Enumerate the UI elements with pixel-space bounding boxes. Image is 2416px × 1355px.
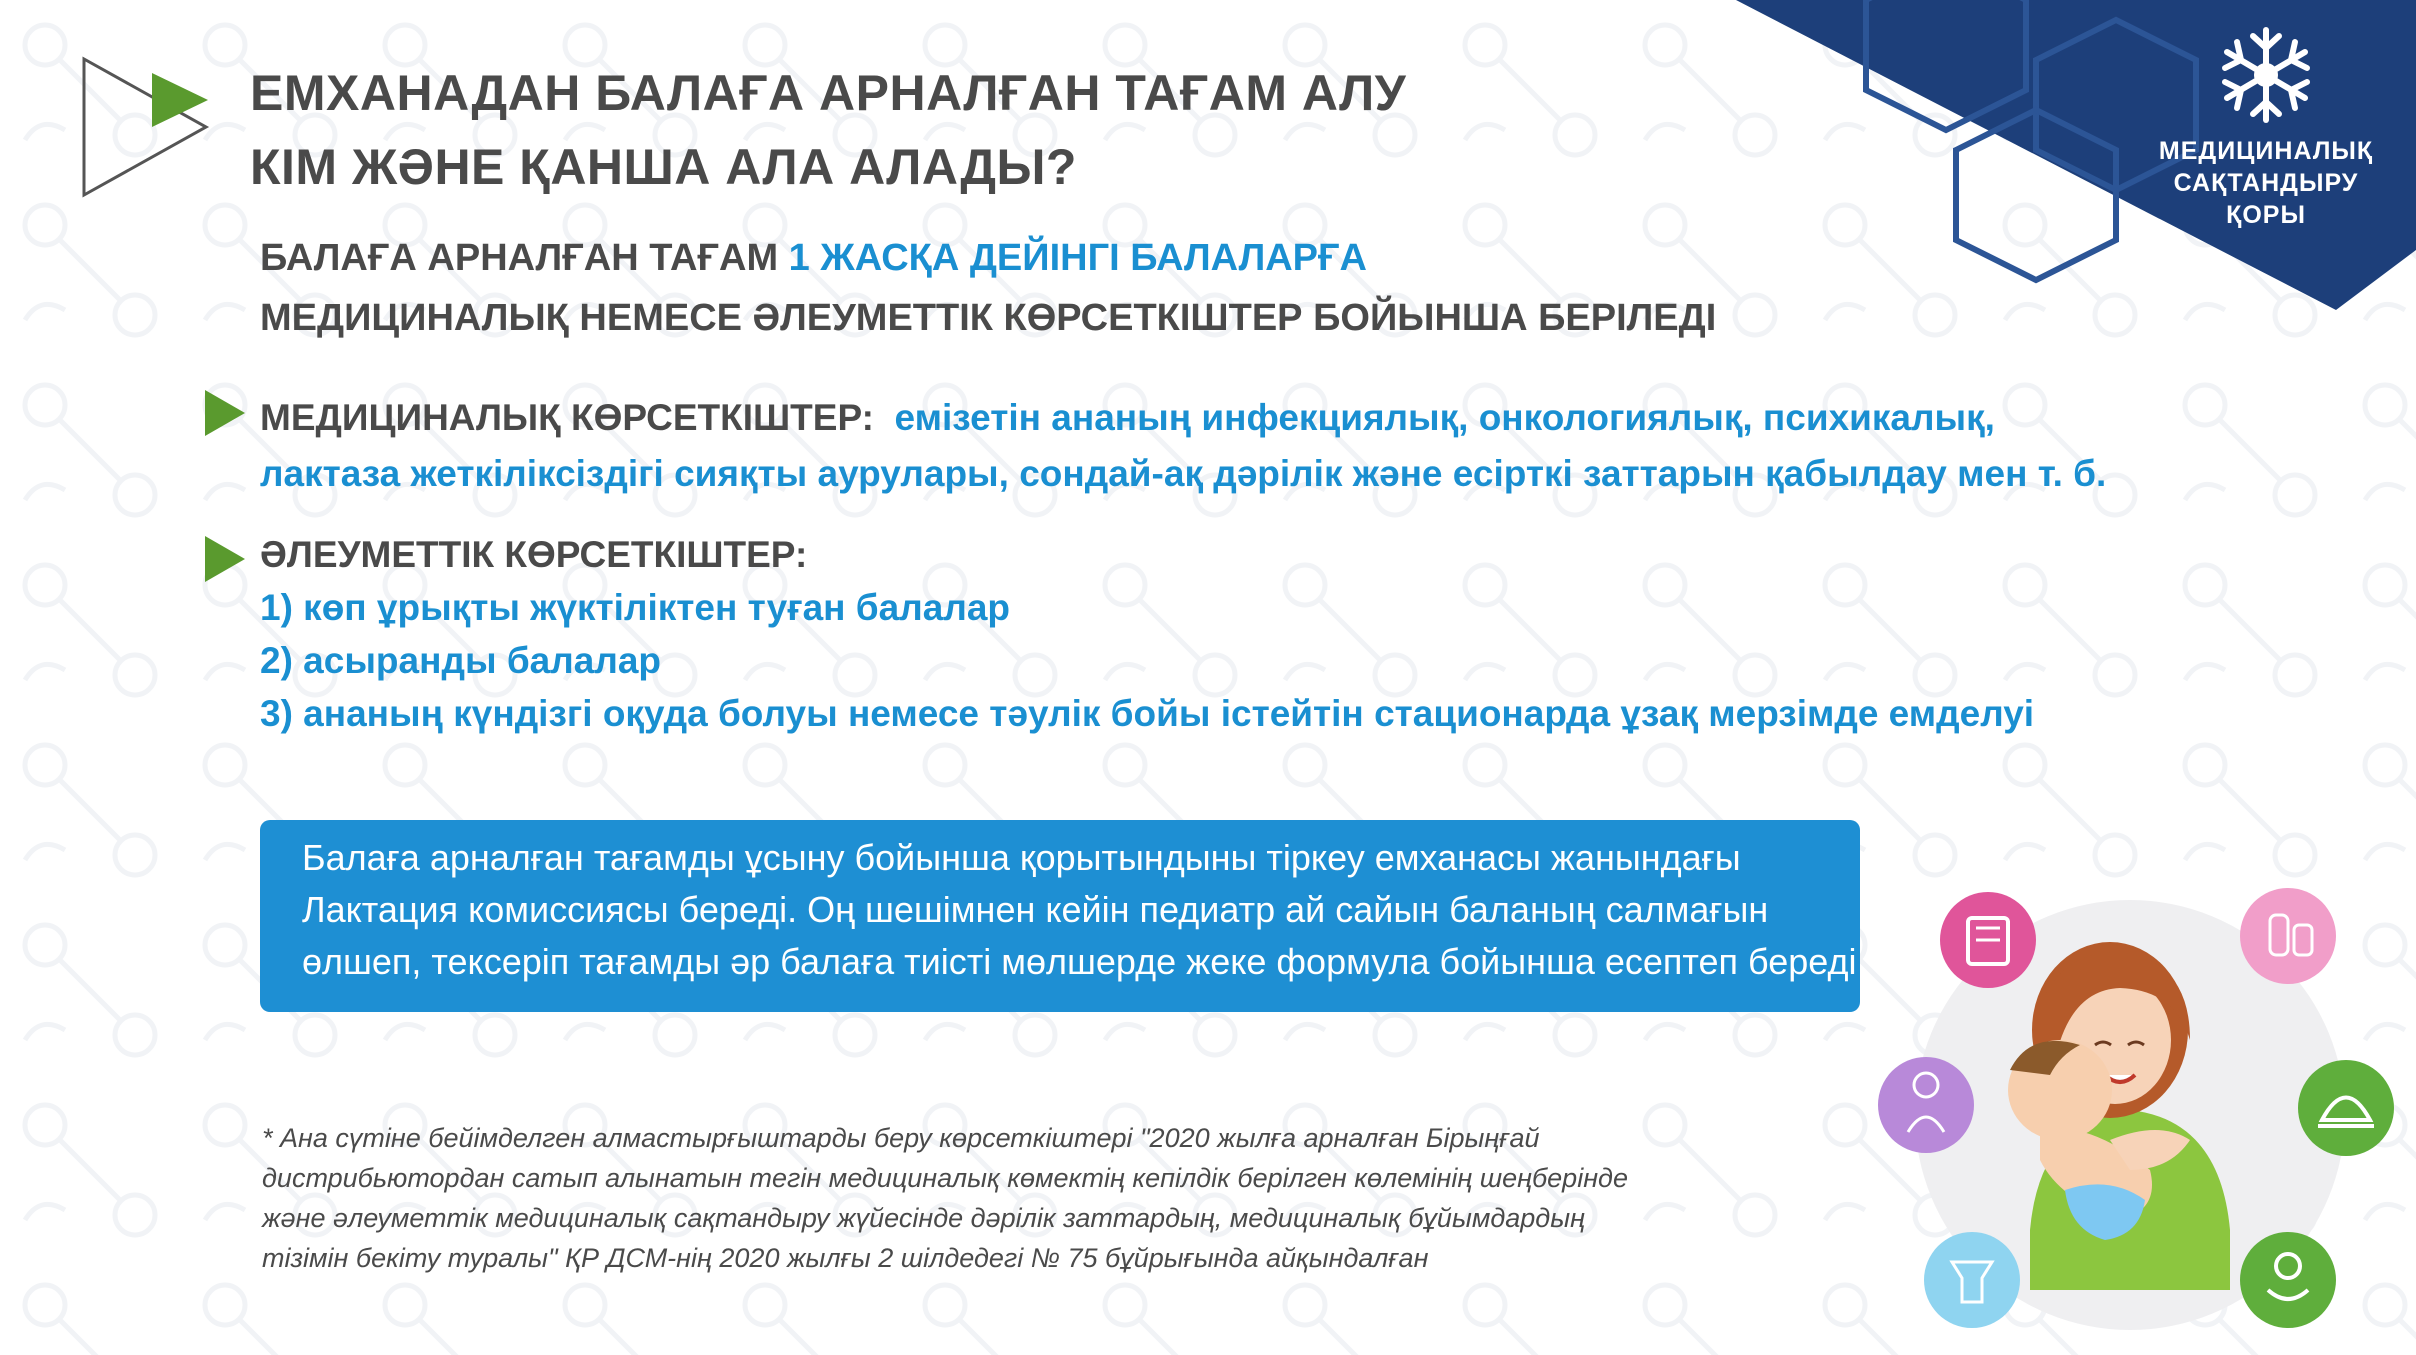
medical-text-2: лактаза жеткіліксіздігі сияқты аурулары, сондай-ақ дәрілік және есірткі заттарын қабылдау мен т. б. — [260, 453, 2107, 494]
logo — [2146, 20, 2386, 231]
social-bullet-icon — [205, 536, 245, 582]
page-title — [250, 56, 1550, 204]
medical-indications — [260, 390, 2106, 502]
baby-bottle-kit-icon — [2240, 888, 2336, 984]
intro-accent: 1 ЖАСҚА ДЕЙІНГІ БАЛАЛАРҒА — [788, 237, 1368, 279]
pacifier-icon — [2240, 1232, 2336, 1328]
footnote-line-2: дистрибьютордан сатып алынатын тегін медициналық көмектің кепілдік берілген көлемінің шеңберінде — [262, 1163, 1628, 1193]
info-line-3: өлшеп, тексеріп тағамды әр балаға тиісті мөлшерде жеке формула бойынша есептеп береді — [302, 941, 1857, 982]
logo-line-3: ҚОРЫ — [2226, 201, 2306, 229]
formula-box-icon — [1940, 892, 2036, 988]
social-item-1: 1) көп ұрықты жүктіліктен туған балалар — [260, 587, 1011, 628]
info-box — [260, 820, 1860, 1012]
intro-prefix: БАЛАҒА АРНАЛҒАН ТАҒАМ — [260, 237, 779, 279]
medical-label: МЕДИЦИНАЛЫҚ КӨРСЕТКІШТЕР: — [260, 397, 874, 438]
snowflake-logo-icon — [2211, 20, 2321, 130]
breast-pump-icon — [1924, 1232, 2020, 1328]
intro-line-1 — [260, 228, 1716, 288]
social-indications — [260, 528, 2034, 740]
social-item-2: 2) асыранды балалар — [260, 640, 662, 681]
mother-baby-illustration — [1860, 870, 2400, 1340]
logo-line-2: САҚТАНДЫРУ — [2173, 169, 2359, 197]
social-label: ӘЛЕУМЕТТІК КӨРСЕТКІШТЕР: — [260, 534, 808, 575]
title-line-2: КІМ ЖӘНЕ ҚАНША АЛА АЛАДЫ? — [250, 139, 1077, 195]
title-arrow-icon — [80, 55, 220, 205]
footnote — [262, 1118, 1762, 1278]
logo-line-1: МЕДИЦИНАЛЫҚ — [2158, 137, 2374, 165]
info-line-1: Балаға арналған тағамды ұсыну бойынша қорытындыны тіркеу емханасы жанындағы — [302, 837, 1741, 878]
intro-text — [260, 228, 1716, 348]
medical-line-1 — [260, 390, 2106, 446]
car-seat-icon — [2298, 1060, 2394, 1156]
baby-feeding-icon — [1878, 1057, 1974, 1153]
social-item-3: 3) ананың күндізгі оқуда болуы немесе тәулік бойы істейтін стационарда ұзақ мерзімде емделуі — [260, 693, 2035, 734]
intro-line-2: МЕДИЦИНАЛЫҚ НЕМЕСЕ ӘЛЕУМЕТТІК КӨРСЕТКІШТЕР БОЙЫНША БЕРІЛЕДІ — [260, 297, 1717, 339]
medical-text-1: емізетін ананың инфекциялық, онкологиялық, психикалық, — [894, 397, 1995, 438]
footnote-line-3: және әлеуметтік медициналық сақтандыру жүйесінде дәрілік заттардың, медициналық бұйымдардың — [262, 1203, 1585, 1233]
title-line-1: ЕМХАНАДАН БАЛАҒА АРНАЛҒАН ТАҒАМ АЛУ — [250, 65, 1407, 121]
footnote-line-1: * Ана сүтіне бейімделген алмастырғыштарды беру көрсеткіштері "2020 жылға арналған Бірыңғай — [262, 1123, 1540, 1153]
footnote-line-4: тізімін бекіту туралы" ҚР ДСМ-нің 2020 жылғы 2 шілдедегі № 75 бұйрығында айқындалған — [262, 1243, 1429, 1273]
info-line-2: Лактация комиссиясы береді. Оң шешімнен кейін педиатр ай сайын баланың салмағын — [302, 889, 1769, 930]
medical-bullet-icon — [205, 390, 245, 436]
